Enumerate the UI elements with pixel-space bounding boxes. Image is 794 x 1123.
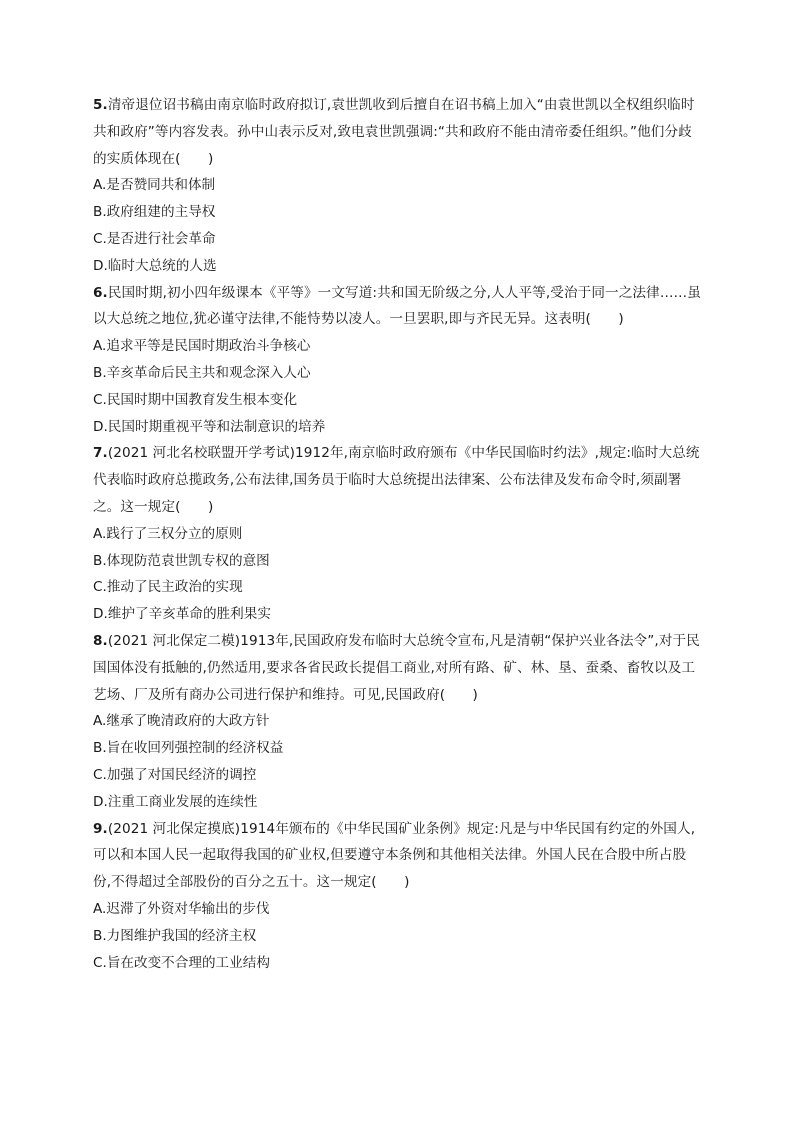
question-text: 清帝退位诏书稿由南京临时政府拟订,袁世凯收到后擅自在诏书稿上加入“由袁世凯以全权组织临时共和政府”等内容发表。孙中山表示反对,致电袁世凯强调:“共和政府不能由清帝委任组织。”他们分歧的实质体现在( ) [93,97,695,167]
option-b: B.体现防范袁世凯专权的意图 [93,552,270,569]
option-a: A.继承了晚清政府的大政方针 [93,713,270,730]
question-number: 5. [93,97,108,113]
option-d: D.维护了辛亥革命的胜利果实 [93,606,271,623]
question-9 [93,816,703,977]
option-b: B.旨在收回列强控制的经济权益 [93,740,284,757]
question-7 [93,440,703,628]
option-b: B.政府组建的主导权 [93,204,216,221]
option-d: D.注重工商业发展的连续性 [93,793,258,810]
question-text: 民国时期,初小四年级课本《平等》一文写道:共和国无阶级之分,人人平等,受治于同一之法律……虽以大总统之地位,犹必谨守法律,不能恃势以凌人。一旦罢职,即与齐民无异。这表明( ) [93,284,701,328]
question-stem [93,92,703,172]
option-d: D.临时大总统的人选 [93,257,217,274]
question-number: 6. [93,284,108,301]
question-8 [93,628,703,816]
question-stem [93,628,703,708]
option-a: A.追求平等是民国时期政治斗争核心 [93,338,311,355]
question-6 [93,280,703,441]
question-number: 9. [93,820,108,837]
option-c: C.加强了对国民经济的调控 [93,766,257,783]
option-a: A.是否赞同共和体制 [93,177,216,194]
question-stem [93,440,703,520]
question-stem [93,816,703,896]
option-d: D.民国时期重视平等和法制意识的培养 [93,418,326,435]
question-stem [93,280,703,334]
question-5 [93,92,703,280]
option-a: A.迟滞了外资对华输出的步伐 [93,900,270,917]
option-c: C.旨在改变不合理的工业结构 [93,954,270,971]
option-c: C.民国时期中国教育发生根本变化 [93,391,298,408]
option-b: B.力图维护我国的经济主权 [93,927,257,944]
option-c: C.是否进行社会革命 [93,230,216,247]
option-b: B.辛亥革命后民主共和观念深入人心 [93,364,311,381]
question-list [93,92,703,976]
question-text: (2021 河北名校联盟开学考试)1912年,南京临时政府颁布《中华民国临时约法》,规定:临时大总统代表临时政府总揽政务,公布法律,国务员于临时大总统提出法律案、公布法律及发布命令时,须副署之。这一规定( ) [93,445,700,515]
question-number: 8. [93,632,108,649]
option-c: C.推动了民主政治的实现 [93,579,243,596]
question-text: (2021 河北保定摸底)1914年颁布的《中华民国矿业条例》规定:凡是与中华民国有约定的外国人,可以和本国人民一起取得我国的矿业权,但要遵守本条例和其他相关法律。外国人民在合股中所占股份,不得超过全部股份的百分之五十。这一规定( ) [93,820,696,891]
option-a: A.践行了三权分立的原则 [93,525,243,542]
question-text: (2021 河北保定二模)1913年,民国政府发布临时大总统令宣布,凡是清朝“保护兴业各法令”,对于民国国体没有抵触的,仍然适用,要求各省民政长提倡工商业,对所有路、矿、林、垦、蚕桑、畜牧以及工艺场、厂及所有商办公司进行保护和维持。可见,民国政府( ) [93,632,700,703]
question-number: 7. [93,445,108,462]
